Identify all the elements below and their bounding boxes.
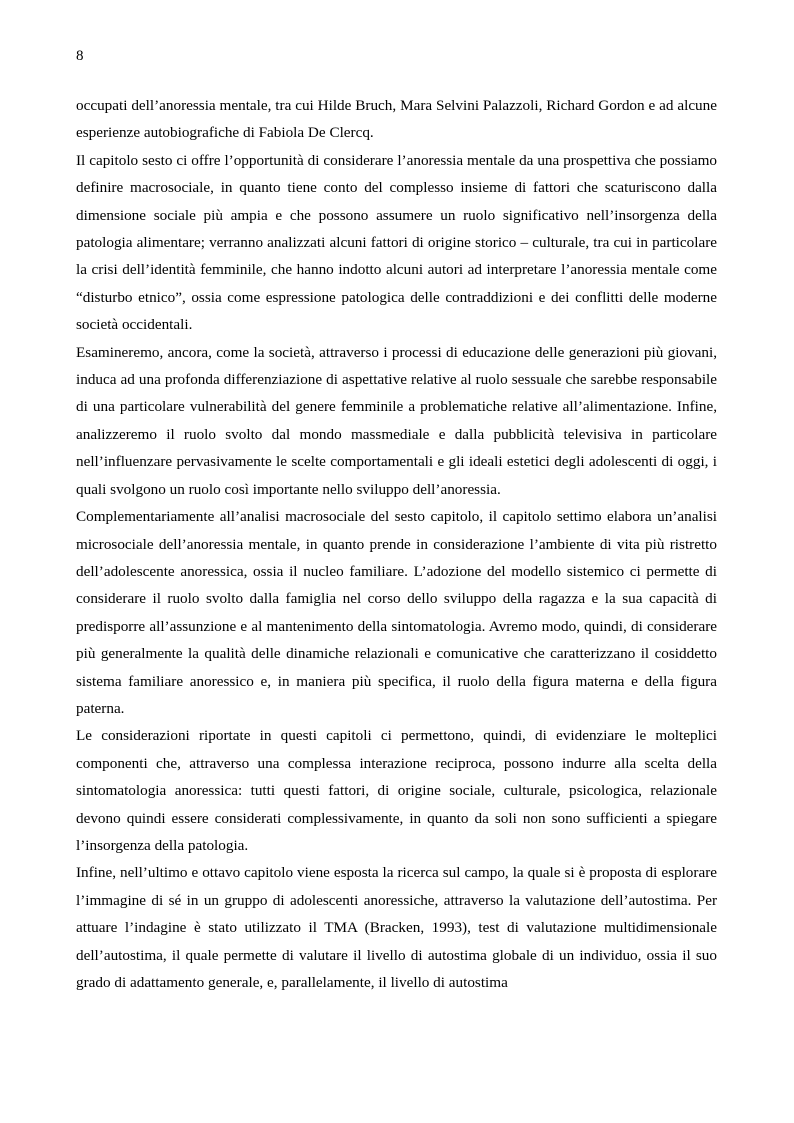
paragraph: Complementariamente all’analisi macrosociale del sesto capitolo, il capitolo settimo elabora un’analisi microsociale dell’anoressia mentale, in quanto prende in considerazione l’ambiente di vita più ristretto dell’adolescente anoressica, ossia il nucleo familiare. L’adozione del modello sistemico ci permette di considerare il ruolo svolto dalla famiglia nel corso dello sviluppo della ragazza e la sua capacità di predisporre all’assunzione e al mantenimento della sintomatologia. Avremo modo, quindi, di considerare più generalmente la qualità delle dinamiche relazionali e comunicative che caratterizzano il cosiddetto sistema familiare anoressico e, in maniera più specifica, il ruolo della figura materna e della figura paterna. [76,508,717,717]
paragraph: Il capitolo sesto ci offre l’opportunità di considerare l’anoressia mentale da una prospettiva che possiamo definire macrosociale, in quanto tiene conto del complesso insieme di fattori che scaturiscono dalla dimensione sociale più ampia e che possono assumere un ruolo significativo nell’insorgenza della patologia alimentare; verranno analizzati alcuni fattori di origine storico – culturale, tra cui in particolare la crisi dell’identità femminile, che hanno indotto alcuni autori ad interpretare l’anoressia mentale come “disturbo etnico”, ossia come espressione patologica delle contraddizioni e dei conflitti delle moderne società occidentali. [76,151,717,334]
page-number: 8 [76,48,84,64]
paragraph: Infine, nell’ultimo e ottavo capitolo viene esposta la ricerca sul campo, la quale si è proposta di esplorare l’immagine di sé in un gruppo di adolescenti anoressiche, attraverso la valutazione dell’autostima. Per attuare l’indagine è stato utilizzato il TMA (Bracken, 1993), test di valutazione multidimensionale dell’autostima, il quale permette di valutare il livello di autostima globale di un individuo, ossia il suo grado di adattamento generale, e, parallelamente, il livello di autostima [76,864,717,991]
body-text [76,92,717,996]
paragraph: Esamineremo, ancora, come la società, attraverso i processi di educazione delle generazioni più giovani, induca ad una profonda differenziazione di aspettative relative al ruolo sessuale che sarebbe responsabile di una particolare vulnerabilità del genere femminile a problematiche relative all’alimentazione. Infine, analizzeremo il ruolo svolto dal mondo massmediale e dalla pubblicità televisiva in particolare nell’influenzare pervasivamente le scelte comportamentali e gli ideali estetici degli adolescenti di oggi, i quali svolgono un ruolo così importante nello sviluppo dell’anoressia. [76,343,717,498]
paragraph: Le considerazioni riportate in questi capitoli ci permettono, quindi, di evidenziare le molteplici componenti che, attraverso una complessa interazione reciproca, possono indurre alla scelta della sintomatologia anoressica: tutti questi fattori, di origine sociale, culturale, psicologica, relazionale devono quindi essere considerati complessivamente, in quanto da soli non sono sufficienti a spiegare l’insorgenza della patologia. [76,727,717,854]
paragraph: occupati dell’anoressia mentale, tra cui Hilde Bruch, Mara Selvini Palazzoli, Richard Gordon e ad alcune esperienze autobiografiche di Fabiola De Clercq. [76,97,717,142]
